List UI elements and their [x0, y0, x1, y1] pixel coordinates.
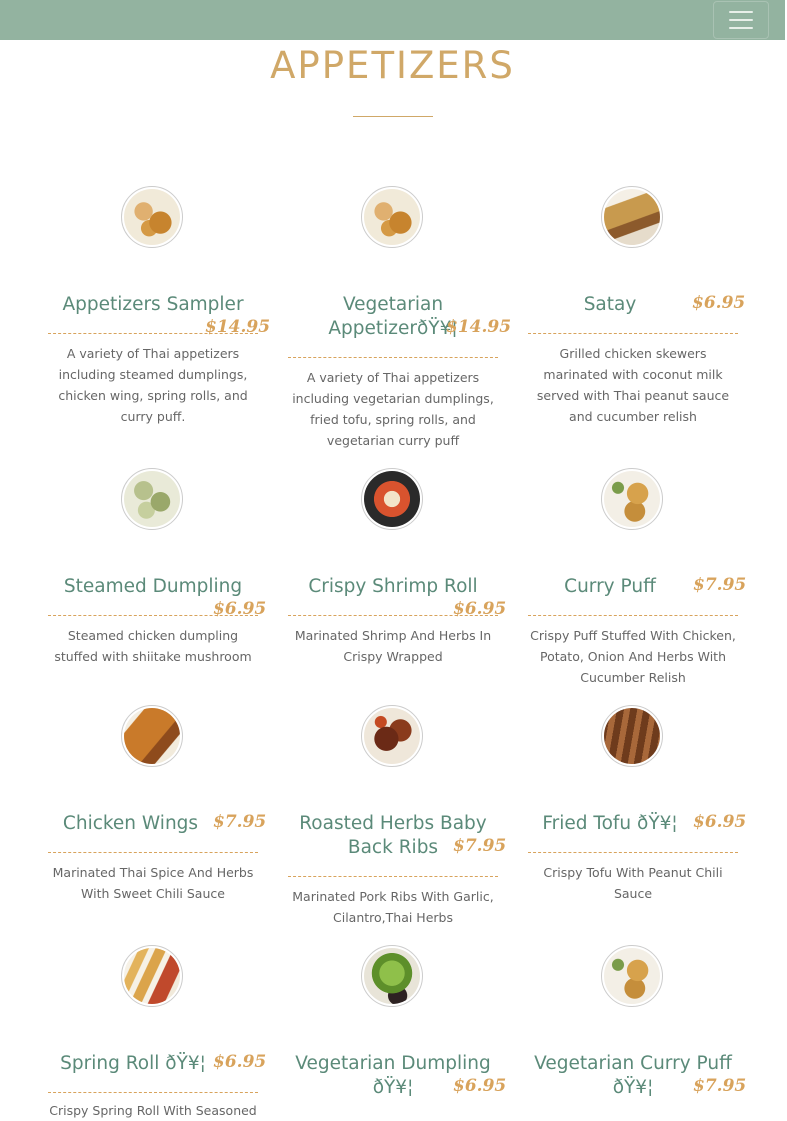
- item-description: Marinated Shrimp And Herbs In Crispy Wrapped: [294, 628, 492, 664]
- item-description: Marinated Thai Spice And Herbs With Sweet Chili Sauce: [52, 865, 254, 901]
- item-price: $6.95: [213, 599, 267, 619]
- item-price: $7.95: [693, 575, 747, 595]
- item-image[interactable]: [601, 468, 663, 530]
- item-price: $7.95: [213, 812, 267, 832]
- item-name: Chicken Wings: [62, 813, 199, 834]
- item-image[interactable]: [361, 705, 423, 767]
- item-description: A variety of Thai appetizers including steamed dumplings, chicken wing, spring rolls, and curry puff.: [58, 346, 248, 424]
- item-price: $14.95: [205, 317, 271, 337]
- item-name: Spring Roll ðŸ¥¦: [60, 1053, 206, 1074]
- item-image[interactable]: [361, 468, 423, 530]
- item-divider: [288, 876, 498, 877]
- item-divider: [48, 333, 258, 334]
- item-name: Steamed Dumpling: [63, 576, 243, 597]
- item-divider: [48, 852, 258, 853]
- item-name: Satay: [583, 294, 637, 315]
- item-name: Curry Puff: [564, 576, 656, 597]
- item-price: $6.95: [692, 293, 746, 313]
- item-price: $7.95: [693, 1076, 747, 1096]
- title-divider: [353, 116, 433, 117]
- item-divider: [48, 615, 258, 616]
- item-image[interactable]: [601, 705, 663, 767]
- item-image[interactable]: [601, 186, 663, 248]
- item-image[interactable]: [121, 186, 183, 248]
- item-description: Steamed chicken dumpling stuffed with shiitake mushroom: [54, 628, 252, 664]
- navbar: [0, 0, 785, 40]
- item-description: A variety of Thai appetizers including vegetarian dumplings, fried tofu, spring rolls, and vegetarian curry puff: [292, 370, 494, 448]
- item-name: Crispy Shrimp Roll: [308, 576, 478, 597]
- item-divider: [288, 615, 498, 616]
- item-price: $14.95: [446, 317, 512, 337]
- item-divider: [528, 615, 738, 616]
- item-description: Crispy Puff Stuffed With Chicken, Potato, Onion And Herbs With Cucumber Relish: [530, 628, 736, 685]
- item-image[interactable]: [361, 945, 423, 1007]
- hamburger-icon: [729, 11, 753, 13]
- item-description: Crispy Spring Roll With Seasoned: [49, 1103, 257, 1118]
- item-image[interactable]: [121, 468, 183, 530]
- item-divider: [528, 852, 738, 853]
- item-image[interactable]: [601, 945, 663, 1007]
- item-image[interactable]: [121, 945, 183, 1007]
- section-title: APPETIZERS: [270, 44, 515, 87]
- hamburger-icon-bar: [729, 27, 753, 29]
- item-price: $6.95: [453, 1076, 507, 1096]
- item-name: Vegetarian Curry Puff ðŸ¥¦: [534, 1053, 732, 1098]
- item-name: Appetizers Sampler: [62, 294, 244, 315]
- item-price: $6.95: [453, 599, 507, 619]
- item-description: Crispy Tofu With Peanut Chili Sauce: [543, 865, 723, 901]
- item-image[interactable]: [121, 705, 183, 767]
- item-divider: [528, 333, 738, 334]
- item-name: Fried Tofu ðŸ¥¦: [542, 813, 678, 834]
- hamburger-icon-bar: [729, 19, 753, 21]
- item-divider: [288, 357, 498, 358]
- item-description: Grilled chicken skewers marinated with coconut milk served with Thai peanut sauce and cucumber relish: [536, 346, 730, 424]
- item-price: $6.95: [693, 812, 747, 832]
- item-price: $7.95: [453, 836, 507, 856]
- item-image[interactable]: [361, 186, 423, 248]
- item-price: $6.95: [213, 1052, 267, 1072]
- item-name: Roasted Herbs Baby Back Ribs: [299, 813, 487, 858]
- item-description: Marinated Pork Ribs With Garlic, Cilantro,Thai Herbs: [292, 889, 494, 925]
- item-divider: [48, 1092, 258, 1093]
- item-name: Vegetarian Dumpling ðŸ¥¦: [295, 1053, 491, 1098]
- menu-toggle-button[interactable]: [713, 1, 769, 39]
- item-name: Vegetarian AppetizerðŸ¥¦: [328, 294, 458, 339]
